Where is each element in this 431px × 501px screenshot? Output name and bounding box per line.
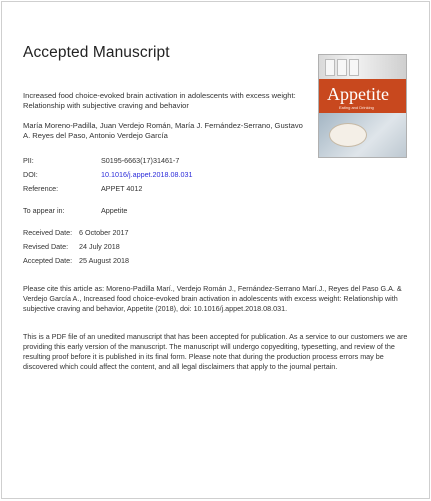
journal-cover-image	[318, 54, 407, 158]
cover-journal-title: Appetite	[327, 84, 389, 104]
article-authors: María Moreno-Padilla, Juan Verdejo Román, María J. Fernández-Serrano, Gustavo A. Reyes del Paso, Antonio Verdejo García	[23, 121, 303, 140]
received-value: 6 October 2017	[79, 228, 129, 237]
article-title: Increased food choice-evoked brain activation in adolescents with excess weight: Relationship with subjective craving and behavior	[23, 91, 296, 110]
cover-block	[325, 59, 335, 76]
received-label: Received Date:	[23, 228, 73, 237]
appear-label: To appear in:	[23, 206, 65, 215]
cover-block	[337, 59, 347, 76]
reference-value: APPET 4012	[101, 184, 143, 193]
cover-photo	[319, 113, 406, 158]
page-heading: Accepted Manuscript	[23, 44, 170, 61]
cover-top-band	[319, 55, 406, 79]
revised-label: Revised Date:	[23, 242, 69, 251]
unedited-notice-paragraph: This is a PDF file of an unedited manuscript that has been accepted for publication. As a service to our customers we are providing this early version of the manuscript. The manuscript will undergo copyediting, typesetting, and review of the resulting proof before it is published in its final form. Please note that during the production process errors may be discovered which could affect the content, and all legal disclaimers that apply to the journal pertain.	[23, 332, 408, 371]
citation-paragraph: Please cite this article as: Moreno-Padilla Marí., Verdejo Román J., Fernández-Serrano Marí.J., Reyes del Paso G.A. & Verdejo García A., Increased food choice-evoked brain activation in adolescents with excess weight: Relationship with subjective craving and behavior, Appetite (2018), doi: 10.1016/j.appet.2018.08.031.	[23, 284, 402, 313]
doi-label: DOI:	[23, 170, 38, 179]
pii-label: PII:	[23, 156, 34, 165]
manuscript-page	[1, 1, 430, 499]
pii-value: S0195-6663(17)31461-7	[101, 156, 180, 165]
accepted-label: Accepted Date:	[23, 256, 73, 265]
cover-block	[349, 59, 359, 76]
plate-illustration	[329, 123, 367, 147]
cover-subtitle: Eating and Drinking	[339, 105, 374, 110]
appear-value: Appetite	[101, 206, 128, 215]
revised-value: 24 July 2018	[79, 242, 120, 251]
reference-label: Reference:	[23, 184, 59, 193]
accepted-value: 25 August 2018	[79, 256, 129, 265]
doi-link[interactable]: 10.1016/j.appet.2018.08.031	[101, 170, 193, 179]
